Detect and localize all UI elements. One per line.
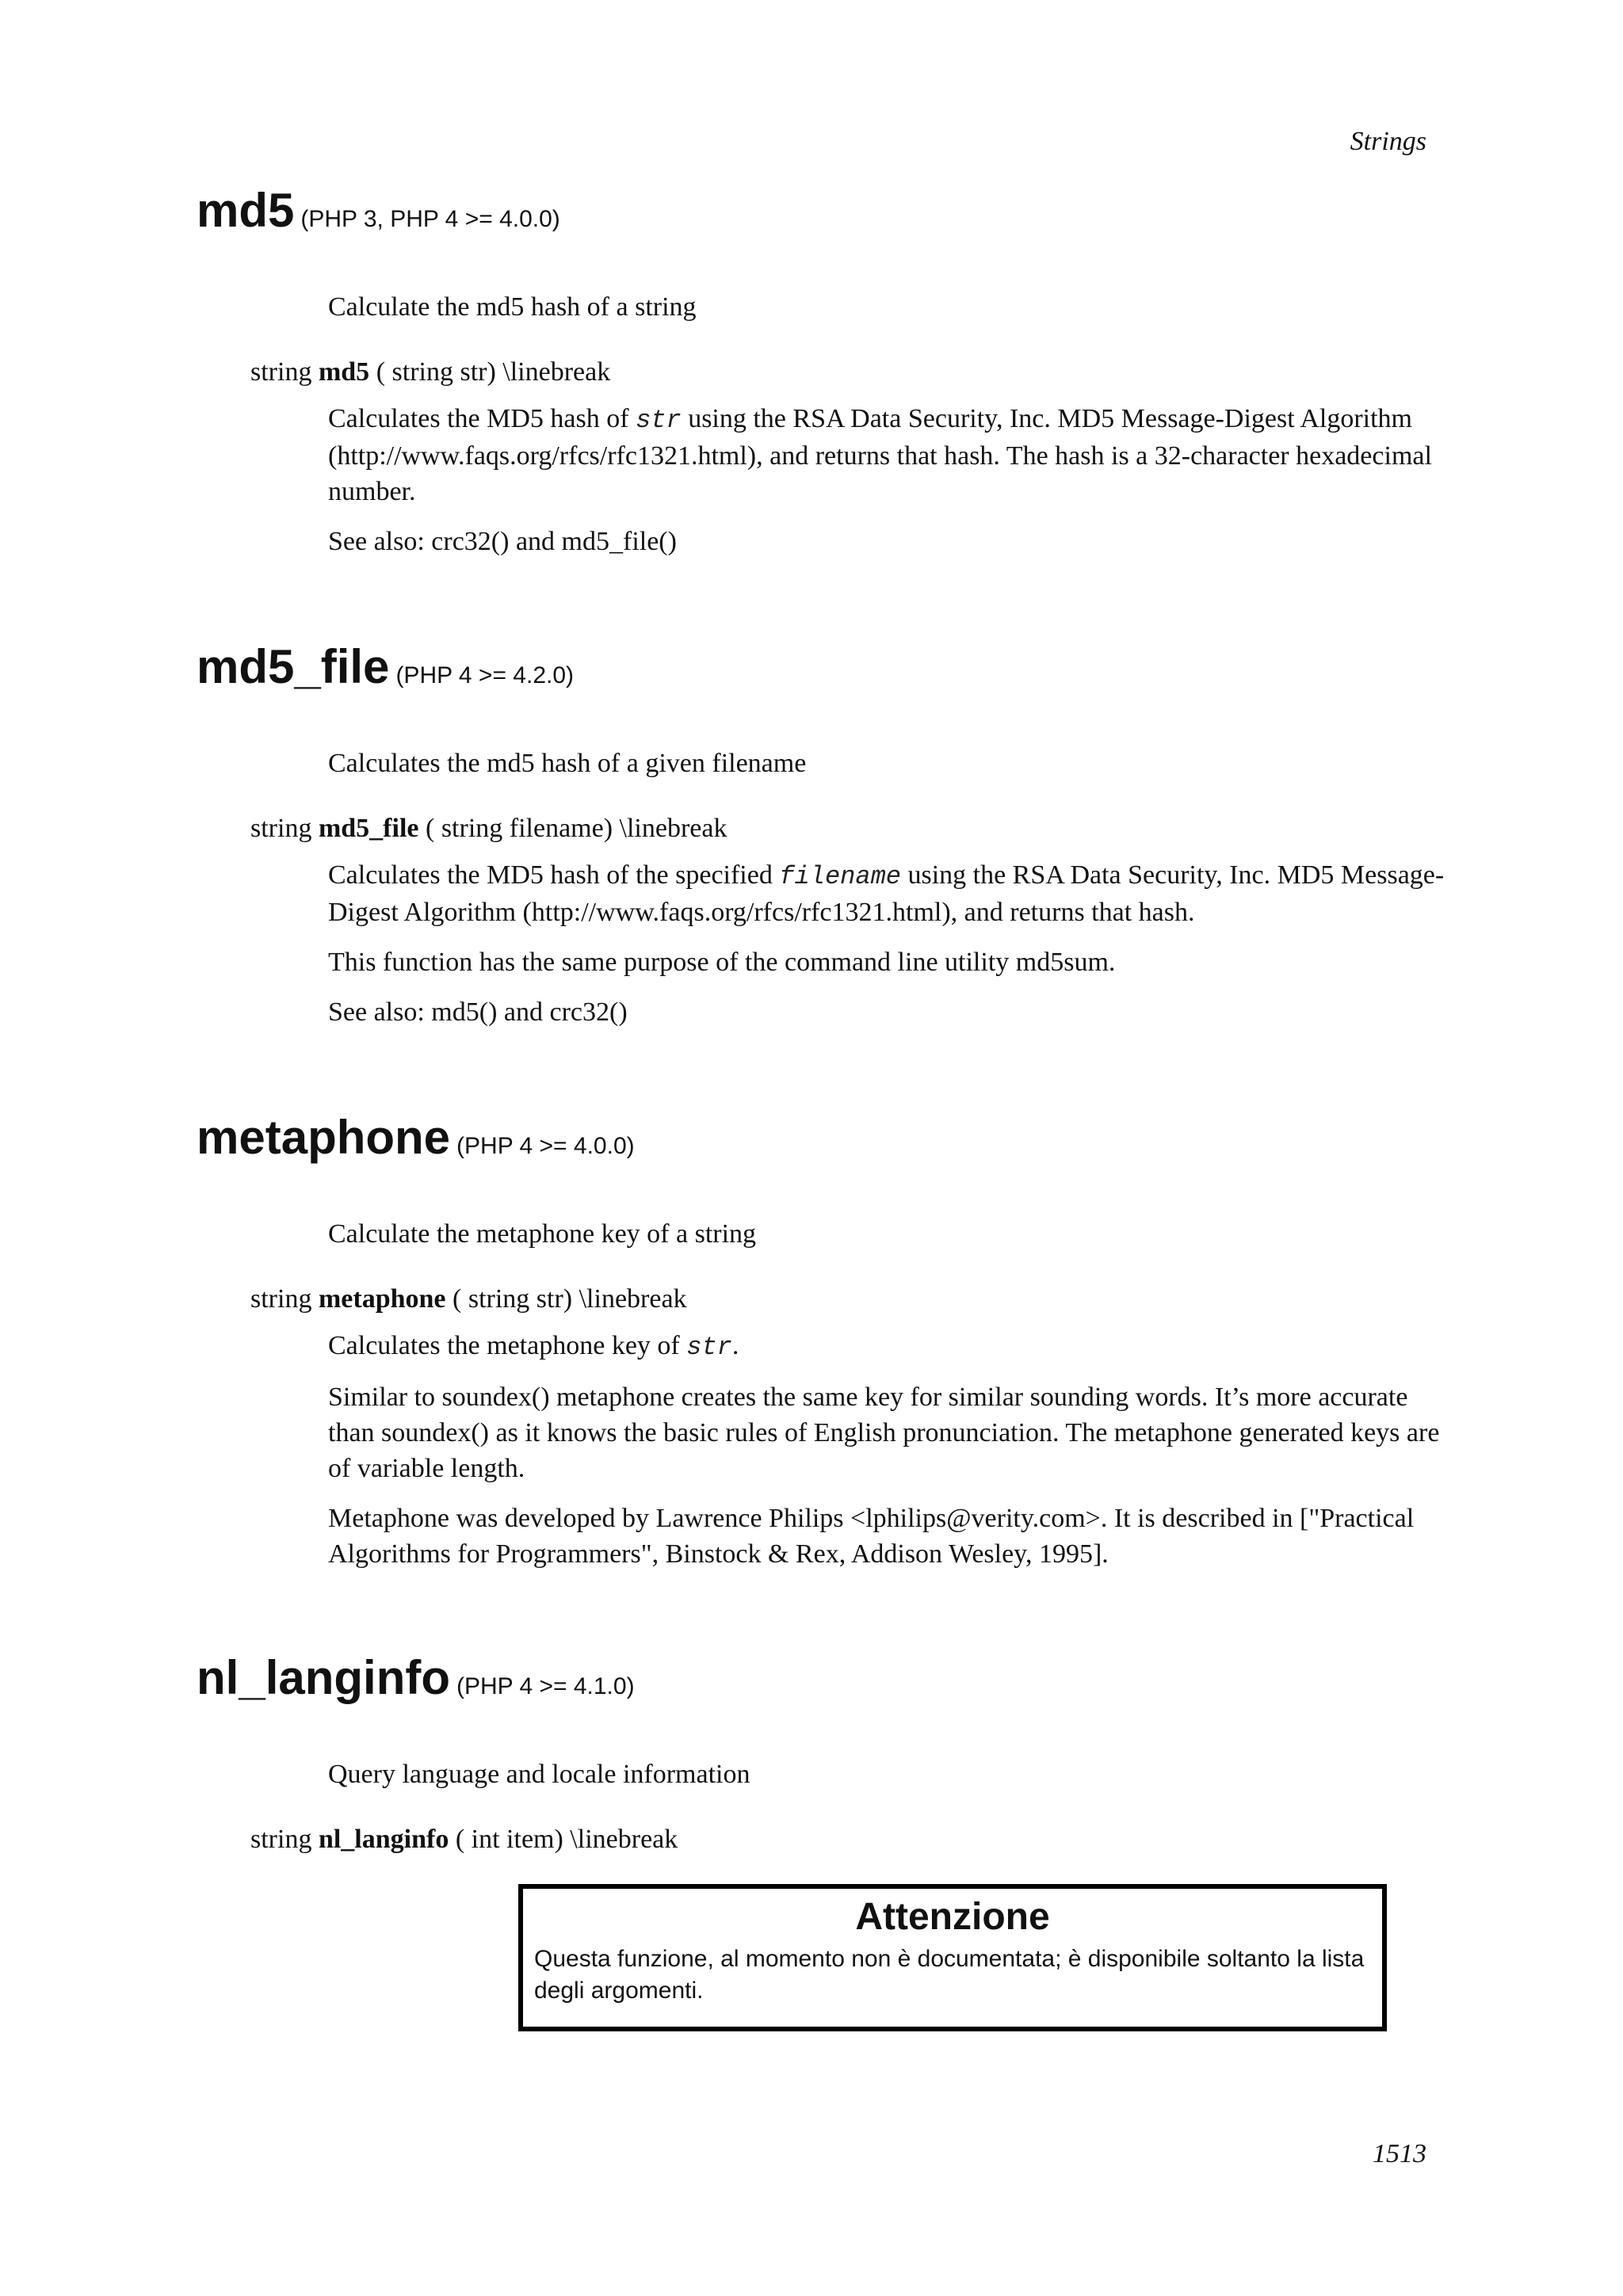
- description-paragraph: This function has the same purpose of the command line utility md5sum.: [328, 948, 1116, 978]
- function-synopsis: string md5_file ( string filename) \linebreak: [250, 814, 727, 844]
- function-name: md5: [197, 184, 295, 237]
- entry-heading: [197, 1111, 1433, 1164]
- warning-box: [518, 1884, 1387, 2031]
- see-also: See also: md5() and crc32(): [328, 997, 628, 1028]
- parameter-name: filename: [779, 862, 901, 892]
- warning-text: Questa funzione, al momento non è documentata; è disponibile soltanto la lista degli argomenti.: [534, 1945, 1365, 2004]
- page-number: 1513: [1373, 2139, 1426, 2168]
- version-info: (PHP 3, PHP 4 >= 4.0.0): [300, 206, 560, 232]
- description-paragraph: Calculates the MD5 hash of the specified filename using the RSA Data Security, Inc. MD5 Message-Digest Algorithm (http://www.faqs.org/rfcs/rfc1321.html), and returns that hash.: [328, 860, 1445, 928]
- description-paragraph: Similar to soundex() metaphone creates the same key for similar sounding words. It’s more accurate than soundex() as it knows the basic rules of English pronunciation. The metaphone generated keys are of variable length.: [328, 1383, 1440, 1484]
- warning-title: Attenzione: [855, 1896, 1050, 1938]
- version-info: (PHP 4 >= 4.2.0): [395, 662, 575, 688]
- purpose-text: Query language and locale information: [328, 1760, 750, 1789]
- version-info: (PHP 4 >= 4.0.0): [456, 1133, 635, 1159]
- purpose-text: Calculate the md5 hash of a string: [328, 292, 697, 322]
- running-header: Strings: [1350, 127, 1426, 156]
- function-name: nl_langinfo: [197, 1651, 450, 1704]
- function-synopsis: string nl_langinfo ( int item) \linebreak: [250, 1825, 678, 1855]
- description: [328, 401, 1433, 559]
- description-paragraph: Calculates the MD5 hash of str using the RSA Data Security, Inc. MD5 Message-Digest Algorithm (http://www.faqs.org/rfcs/rfc1321.html), and returns that hash. The hash is a 32-character hexadecimal number.: [328, 404, 1432, 507]
- see-also: See also: crc32() and md5_file(): [328, 527, 677, 557]
- entry-heading: [197, 184, 1433, 237]
- entry-heading: [197, 640, 1433, 693]
- entry-nl-langinfo: [197, 1651, 1433, 1857]
- function-synopsis: string md5 ( string str) \linebreak: [250, 357, 611, 387]
- description: [328, 1328, 1440, 1572]
- entry-md5-file: [197, 640, 1445, 1044]
- purpose-text: Calculates the md5 hash of a given filename: [328, 749, 807, 778]
- description: [328, 857, 1445, 1030]
- purpose-text: Calculate the metaphone key of a string: [328, 1219, 757, 1249]
- function-synopsis: string metaphone ( string str) \linebreak: [250, 1284, 687, 1314]
- parameter-name: str: [636, 406, 682, 436]
- entry-heading: [197, 1651, 1433, 1704]
- version-info: (PHP 4 >= 4.1.0): [456, 1673, 635, 1699]
- entry-md5: [197, 184, 1433, 574]
- function-name: md5_file: [197, 640, 390, 693]
- entry-metaphone: [197, 1111, 1440, 1586]
- description-paragraph: Calculates the metaphone key of str.: [328, 1331, 739, 1363]
- function-name: metaphone: [197, 1111, 451, 1164]
- parameter-name: str: [686, 1333, 732, 1363]
- description-paragraph: Metaphone was developed by Lawrence Philips <lphilips@verity.com>. It is described in ["Practical Algorithms for Programmers", Binstock & Rex, Addison Wesley, 1995].: [328, 1504, 1415, 1569]
